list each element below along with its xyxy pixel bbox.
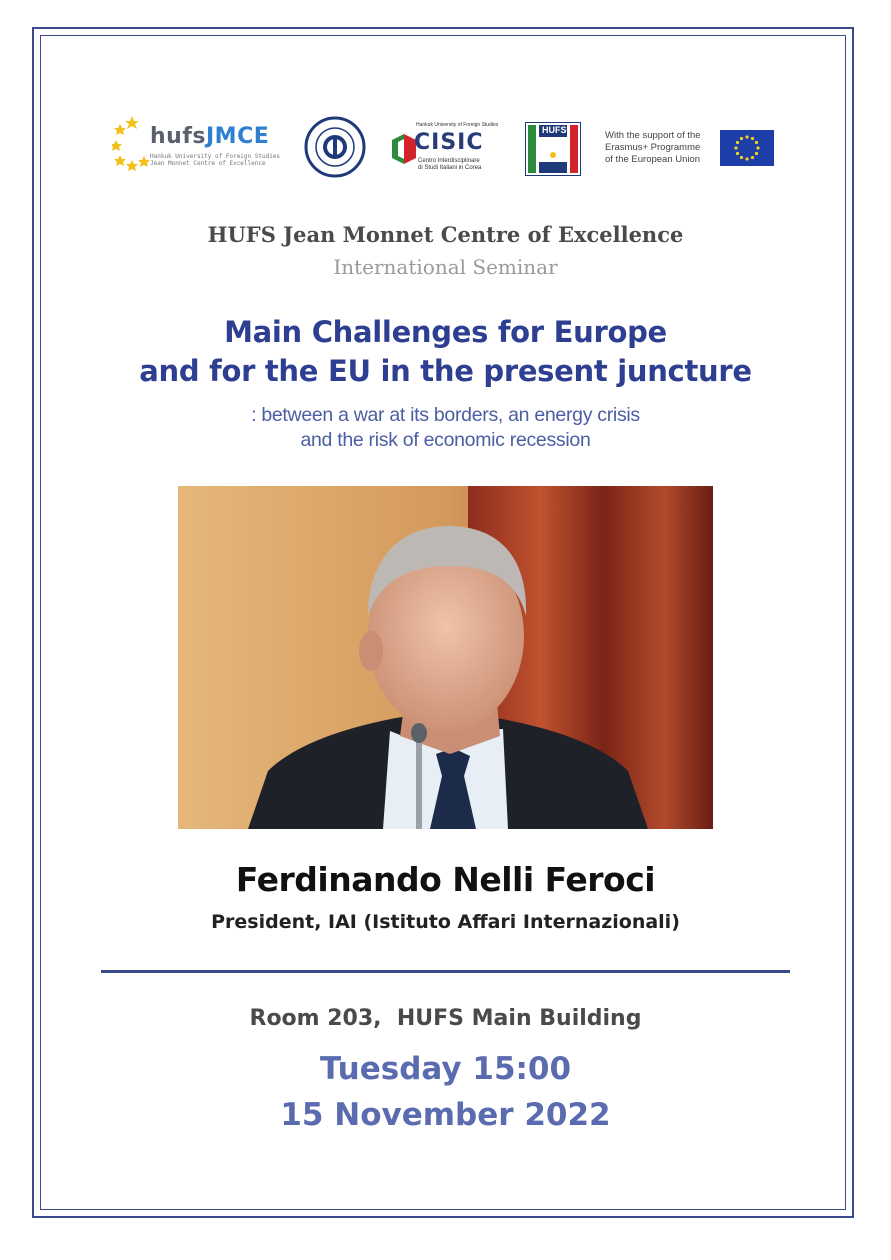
divider xyxy=(101,970,790,973)
seminar-title-line-2: and for the EU in the present juncture xyxy=(139,354,752,388)
seminar-subtitle-line-2: and the risk of economic recession xyxy=(300,429,591,451)
cisic-subtitle: Centro Interdisciplinare di Studi Italiani in Corea xyxy=(418,158,482,171)
seminar-subtitle xyxy=(0,403,891,453)
cisic-university-label: Hankuk University of Foreign Studies xyxy=(416,122,499,128)
cisic-wordmark: CISIC xyxy=(414,130,484,155)
speaker-role: President, IAI (Istituto Affari Internazionali) xyxy=(211,911,680,933)
cisic-logo xyxy=(392,122,499,180)
logo-bar xyxy=(112,110,778,186)
jmce-wordmark: hufsJMCE xyxy=(150,124,270,149)
star-ring-icon xyxy=(112,112,152,172)
seminar-title xyxy=(0,313,891,391)
italian-flag-icon xyxy=(392,134,416,164)
seminar-title-line-1: Main Challenges for Europe xyxy=(224,315,667,349)
centre-title: HUFS Jean Monnet Centre of Excellence xyxy=(207,222,684,247)
event-time: Tuesday 15:00 xyxy=(319,1051,572,1087)
hufs-ies-seal-logo xyxy=(304,116,366,178)
speaker-photo xyxy=(178,486,713,829)
event-date: 15 November 2022 xyxy=(280,1097,611,1133)
speaker-name: Ferdinando Nelli Feroci xyxy=(235,860,656,899)
italian-dept-label: HUFS xyxy=(542,125,567,135)
jmce-subtitle: Hankuk University of Foreign Studies Jean Monnet Centre of Excellence xyxy=(150,153,281,167)
hufs-jmce-logo xyxy=(112,112,282,172)
seal-icon xyxy=(304,116,366,178)
event-venue: Room 203, HUFS Main Building xyxy=(249,1006,642,1031)
italian-dept-logo xyxy=(525,122,581,176)
seminar-subtitle-line-1: : between a war at its borders, an energy crisis xyxy=(251,404,640,426)
eu-flag-icon xyxy=(720,130,774,166)
eu-support-text: With the support of the Erasmus+ Programme of the European Union xyxy=(605,130,701,165)
seminar-type: International Seminar xyxy=(333,255,558,279)
